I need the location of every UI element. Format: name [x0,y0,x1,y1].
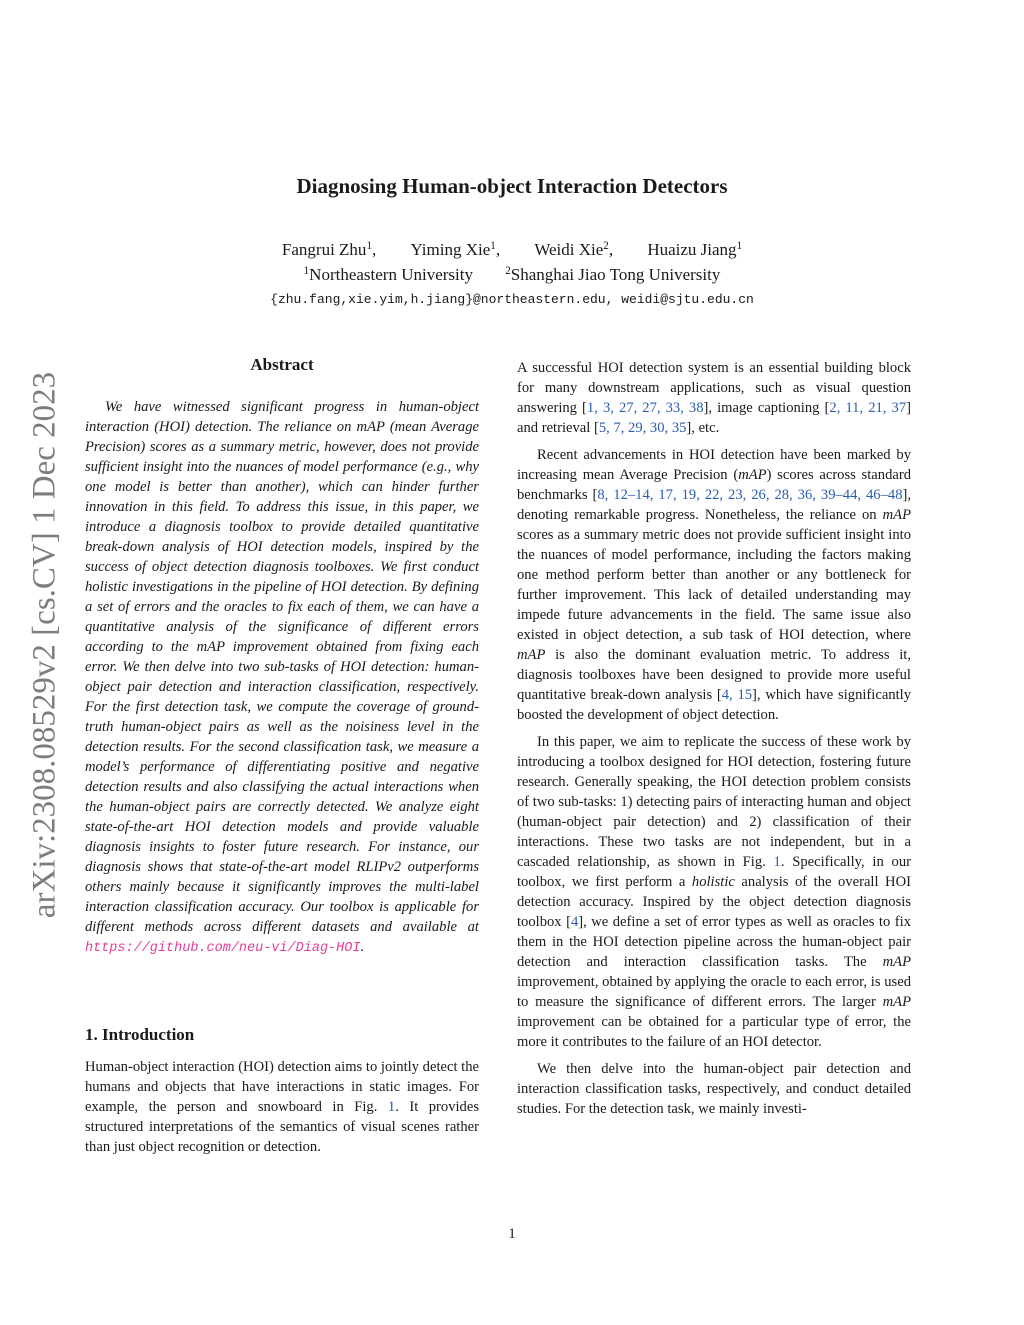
paragraph: Human-object interaction (HOI) detection aims to jointly detect the humans and objects that have interactions in static images. For example, the person and snowboard in Fig. 1. It provides structured interpretations of the semantics of visual scenes rather than just object recognition or detection. [85,1059,480,1155]
affiliation: $^1$Northeastern University [303,264,473,284]
math-symbol: mAP [882,954,911,970]
figure-reference[interactable]: 1 [773,854,781,870]
citation-links[interactable]: 5, 7, 29, 30, 35 [598,420,687,436]
abstract-heading: Abstract [250,355,314,374]
math-symbol: mAP [356,419,385,435]
math-symbol: mAP [517,647,546,663]
citation-links[interactable]: 8, 12–14, 17, 19, 22, 23, 26, 28, 36, 39–44, 46–48 [597,487,903,503]
paragraph: A successful HOI detection system is an essential building block for many downstream applications, such as visual question answering [1, 3, 27, 27, 33, 38], image captioning [2, 11, 21, 37] and retrieval [5, 7, 29, 30, 35], etc. [517,360,911,436]
affiliation-list [0,265,1024,285]
author-emails: {zhu.fang,xie.yim,h.jiang}@northeastern.edu, weidi@sjtu.edu.cn [270,292,754,307]
paper-title: Diagnosing Human-object Interaction Detectors [296,174,728,198]
author-list [0,240,1024,260]
emphasis: holistic [691,874,735,890]
author: Huaizu Jiang$^1$ [647,239,743,259]
arxiv-identifier: arXiv:2308.08529v2 [cs.CV] 1 Dec 2023 [26,371,63,919]
author: Fangrui Zhu$^1$, [281,239,377,259]
citation-links[interactable]: 1, 3, 27, 27, 33, 38 [586,400,704,416]
paragraph: In this paper, we aim to replicate the success of these work by introducing a toolbox designed for HOI detection, fostering future research. Generally speaking, the HOI detection problem consists of two sub-tasks: 1) detecting pairs of interacting human and object (human-object pair detection) and 2) classification of their interactions. These two tasks are not independent, but in a cascaded relationship, as shown in Fig. 1. Specifically, in our toolbox, we first perform a holistic analysis of the overall HOI detection accuracy. Inspired by the object detection diagnosis toolbox [4], we define a set of error types as well as oracles to fix them in the HOI detection pipeline across the human-object pair detection and interaction classification tasks. The mAP improvement, obtained by applying the oracle to each error, is used to measure the significance of different errors. The larger mAP improvement can be obtained for a particular type of error, the more it contributes to the failure of an HOI detector. [517,734,911,1050]
math-symbol: mAP [738,467,767,483]
code-repository-link[interactable]: https://github.com/neu-vi/Diag-HOI [85,941,361,956]
figure-reference[interactable]: 1 [387,1099,396,1115]
paragraph: Recent advancements in HOI detection have been marked by increasing mean Average Precision (mAP) scores across standard benchmarks [8, 12–14, 17, 19, 22, 23, 26, 28, 36, 39–44, 46–48], denoting remarkable progress. Nonetheless, the reliance on mAP scores as a summary metric does not provide sufficient insight into the nuances of model performance, including the factors making one method perform better than another or any bottleneck for further improvement. This lack of detailed understanding may impede future advancements in the field. The same issue also existed in object detection, a sub task of HOI detection, where mAP is also the dominant evaluation metric. To address it, diagnosis toolboxes have been designed to provide more useful quantitative break-down analysis [4, 15], which have significantly boosted the development of object detection. [517,447,912,723]
math-symbol: mAP [196,639,225,655]
citation-links[interactable]: 2, 11, 21, 37 [829,400,907,416]
abstract-text: We have witnessed significant progress in human-object interaction (HOI) detection. The reliance on mAP (mean Average Precision) scores as a summary metric, however, does not provide sufficient insight into the nuances of model performance (e.g., why one model is better than another), which can hinder further innovation in this field. To address this issue, in this paper, we introduce a diagnosis toolbox to provide detailed quantitative break-down analysis of HOI detection models, inspired by the success of object detection diagnosis toolboxes. We first conduct holistic investigations in the pipeline of HOI detection. By defining a set of errors and the oracles to fix each of them, we can have a quantitative analysis of the significance of different errors according to the mAP improvement obtained from fixing each error. We then delve into two sub-tasks of HOI detection: human-object pair detection and interaction classification, respectively. For the first detection task, we compute the coverage of ground-truth human-object pairs as well as the noisiness level in the detection results. For the second classification task, we measure a model’s performance of differentiating positive and negative detection results and also classifying the actual interactions when the human-object pairs are correctly detected. We analyze eight state-of-the-art HOI detection models and provide valuable diagnosis insights to foster future research. For instance, our diagnosis shows that state-of-the-art model RLIPv2 outperforms others mainly because it significantly improves the multi-label interaction classification accuracy. Our toolbox is applicable for different methods across different datasets and available at https://github.com/neu-vi/Diag-HOI. [85,399,479,956]
right-column [517,358,911,1126]
author: Weidi Xie$^2$, [534,239,614,259]
citation-links[interactable]: 4, 15 [721,687,753,703]
citation-links[interactable]: 4 [570,914,579,930]
page-number: 1 [508,1226,516,1242]
math-symbol: mAP [882,507,911,523]
paragraph: We then delve into the human-object pair detection and interaction classification tasks, respectively, and conduct detailed studies. For the detection task, we mainly investi- [517,1061,911,1117]
math-symbol: mAP [882,994,911,1010]
left-column [85,355,479,1164]
affiliation: $^2$Shanghai Jiao Tong University [505,264,721,284]
section-heading-introduction: 1. Introduction [85,1025,195,1044]
author: Yiming Xie$^1$, [410,239,501,259]
